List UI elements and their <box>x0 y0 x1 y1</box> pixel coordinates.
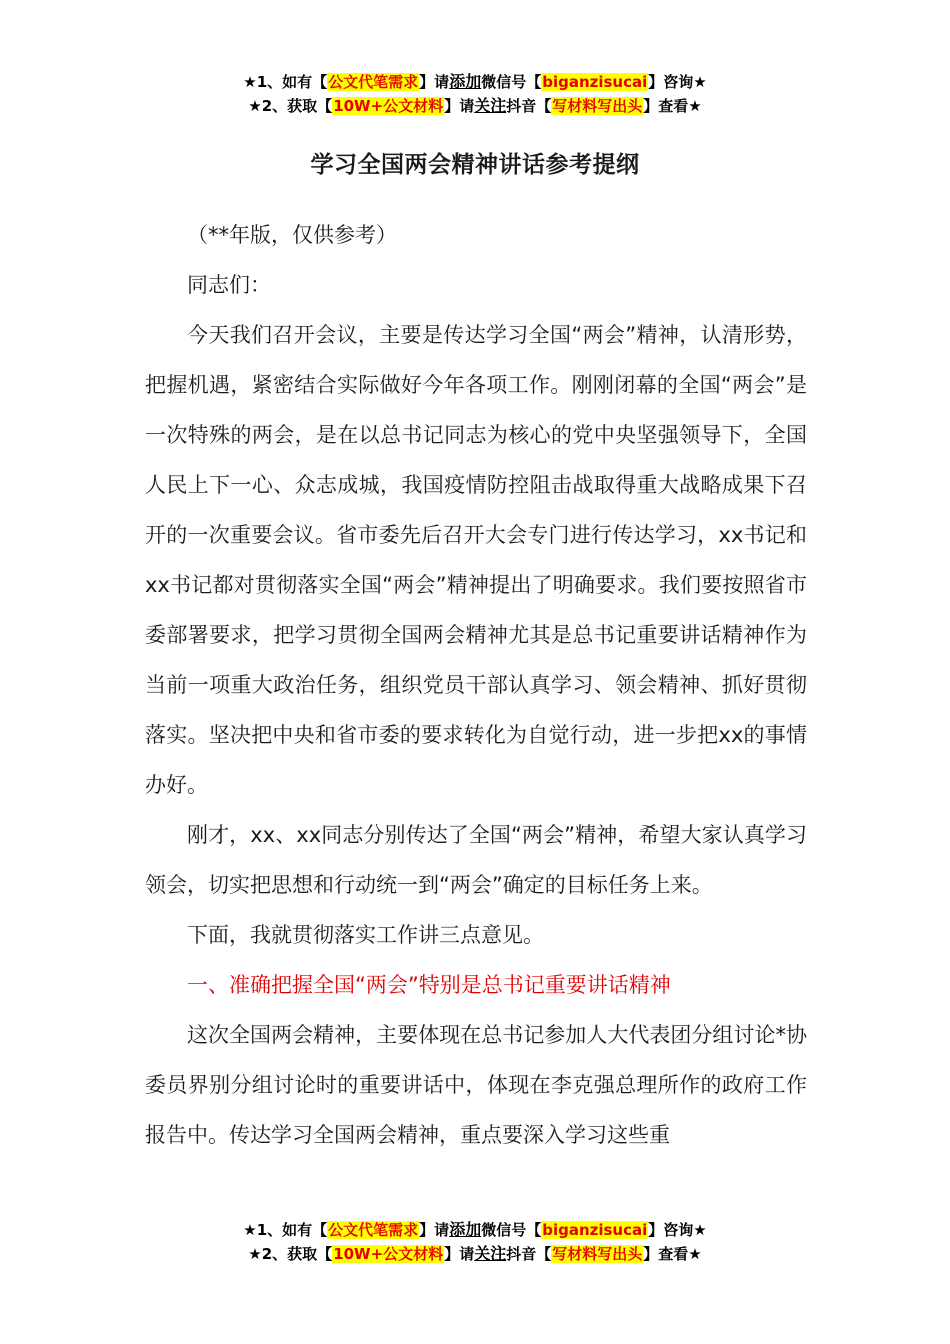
banner-text: 】请 <box>419 1221 450 1239</box>
banner-text: 】咨询★ <box>648 73 707 91</box>
star-icon: ★ <box>248 1245 262 1263</box>
banner-text: 微信号【 <box>481 1221 542 1239</box>
star-icon: ★ <box>243 1221 257 1239</box>
banner-highlight: 公文代笔需求 <box>328 1221 419 1239</box>
banner-highlight: 写材料写出头 <box>552 97 643 115</box>
banner-text: 】咨询★ <box>648 1221 707 1239</box>
banner-text: 】查看★ <box>643 1245 702 1263</box>
banner-text: 】请 <box>444 97 475 115</box>
banner-text: 2、获取【 <box>261 97 333 115</box>
body-paragraph: 下面，我就贯彻落实工作讲三点意见。 <box>187 923 544 947</box>
banner-highlight: 公文代笔需求 <box>328 73 419 91</box>
banner-text: 抖音【 <box>506 97 552 115</box>
banner-highlight: biganzisucai <box>542 1221 648 1239</box>
banner-line-1 <box>0 1218 950 1242</box>
document-body <box>145 210 807 1160</box>
banner-line-1 <box>0 70 950 94</box>
banner-text: 2、获取【 <box>261 1245 333 1263</box>
banner-highlight: 写材料写出头 <box>552 1245 643 1263</box>
document-title: 学习全国两会精神讲话参考提纲 <box>310 152 640 178</box>
banner-emphasis: 添加 <box>449 1220 482 1239</box>
body-paragraph: 这次全国两会精神，主要体现在总书记参加人大代表团分组讨论*协委员界别分组讨论时的重要讲话中，体现在李克强总理所作的政府工作报告中。传达学习全国两会精神，重点要深入学习这些重 <box>145 1023 807 1147</box>
banner-text: 微信号【 <box>481 73 542 91</box>
footer-banner <box>0 1218 950 1266</box>
banner-highlight: 10W+公文材料 <box>333 97 444 115</box>
banner-emphasis: 添加 <box>449 72 482 91</box>
banner-highlight: 10W+公文材料 <box>333 1245 444 1263</box>
star-icon: ★ <box>243 73 257 91</box>
banner-text: 1、如有【 <box>256 1221 328 1239</box>
edition-note: （**年版，仅供参考） <box>187 223 397 247</box>
star-icon: ★ <box>248 97 262 115</box>
salutation: 同志们： <box>187 273 271 297</box>
banner-text: 】请 <box>444 1245 475 1263</box>
banner-text: 抖音【 <box>506 1245 552 1263</box>
header-banner <box>0 70 950 118</box>
banner-emphasis: 关注 <box>474 1244 507 1263</box>
banner-text: 1、如有【 <box>256 73 328 91</box>
banner-text: 】请 <box>419 73 450 91</box>
banner-line-2 <box>0 1242 950 1266</box>
section-heading: 一、准确把握全国“两会”特别是总书记重要讲话精神 <box>187 973 671 997</box>
body-paragraph: 刚才，xx、xx同志分别传达了全国“两会”精神，希望大家认真学习领会，切实把思想和行动统一到“两会”确定的目标任务上来。 <box>145 823 807 897</box>
banner-emphasis: 关注 <box>474 96 507 115</box>
body-paragraph: 今天我们召开会议，主要是传达学习全国“两会”精神，认清形势，把握机遇，紧密结合实际做好今年各项工作。刚刚闭幕的全国“两会”是一次特殊的两会，是在以总书记同志为核心的党中央坚强领导下，全国人民上下一心、众志成城，我国疫情防控阻击战取得重大战略成果下召开的一次重要会议。省市委先后召开大会专门进行传达学习，xx书记和xx书记都对贯彻落实全国“两会”精神提出了明确要求。我们要按照省市委部署要求，把学习贯彻全国两会精神尤其是总书记重要讲话精神作为当前一项重大政治任务，组织党员干部认真学习、领会精神、抓好贯彻落实。坚决把中央和省市委的要求转化为自觉行动，进一步把xx的事情办好。 <box>145 323 807 797</box>
banner-highlight: biganzisucai <box>542 73 648 91</box>
banner-line-2 <box>0 94 950 118</box>
banner-text: 】查看★ <box>643 97 702 115</box>
